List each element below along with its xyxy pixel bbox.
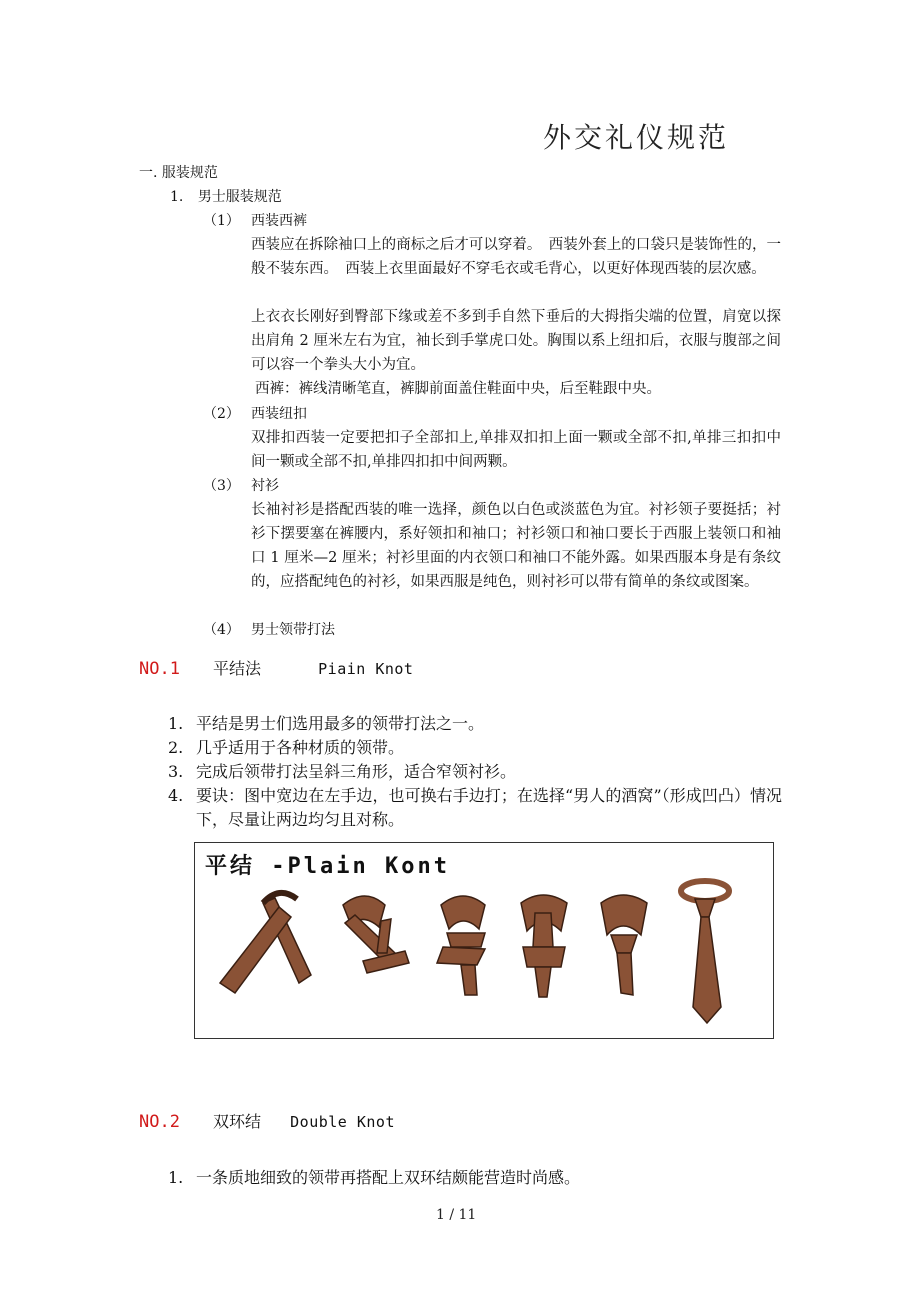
tie-step-6 <box>681 881 729 1023</box>
tie-step-2 <box>343 896 409 973</box>
section-label: 服装规范 <box>161 165 218 181</box>
item-label: 西装西裤 <box>251 213 307 229</box>
item-paragraph: 长袖衬衫是搭配西装的唯一选择，颜色以白色或淡蓝色为宜。衬衫领子要挺括；衬衫下摆要塞在裤腰内，系好领扣和袖口；衬衫领口和袖口要长于西服上装领口和袖口 1 厘米—2 厘米；衬衫里面的内衣领口和袖口不能外露。如果西服本身是有条纹的，应搭配纯色的衬衫，如果西服是纯色，则衬衫可以带有简单的条纹或图案。 <box>251 502 781 590</box>
page-title: 外交礼仪规范 <box>543 121 730 154</box>
knot2-heading <box>139 1109 395 1132</box>
section-heading <box>139 162 218 182</box>
subsection-heading <box>170 186 282 206</box>
item-paragraph: 上衣衣长刚好到臀部下缘或差不多到手自然下垂后的大拇指尖端的位置，肩宽以探出肩角 2 厘米左右为宜，袖长到手掌虎口处。胸围以系上纽扣后，衣服与腹部之间可以容一个拳头大小为宜。 <box>251 309 781 373</box>
list-item-text: 完成后领带打法呈斜三角形，适合窄领衬衫。 <box>196 762 517 781</box>
list-item-text: 要诀：图中宽边在左手边，也可换右手边打；在选择“男人的酒窝”（形成凹凸）情况下，尽量让两边均匀且对称。 <box>196 786 782 829</box>
knot2-en-name: Double Knot <box>290 1113 395 1131</box>
subsection-number: 1. <box>170 189 184 205</box>
list-item-text: 平结是男士们选用最多的领带打法之一。 <box>196 714 485 733</box>
item-number: （4） <box>203 622 240 638</box>
tie-steps-illustration <box>195 843 773 1038</box>
section-number: 一. <box>139 165 158 181</box>
plain-knot-figure <box>194 842 774 1039</box>
item-paragraph: 西裤：裤线清晰笔直，裤脚前面盖住鞋面中央，后至鞋跟中央。 <box>255 381 661 397</box>
knot1-en-name: Piain Knot <box>318 660 414 678</box>
item-paragraph: 西装应在拆除袖口上的商标之后才可以穿着。 西装外套上的口袋只是装饰性的，一般不装东西。 西装上衣里面最好不穿毛衣或毛背心，以更好体现西装的层次感。 <box>251 237 781 277</box>
item-number: （3） <box>203 478 240 494</box>
knot1-heading <box>139 656 413 679</box>
item-label: 男士领带打法 <box>251 622 335 638</box>
tie-step-4 <box>521 895 567 997</box>
knot2-cn-name: 双环结 <box>213 1112 262 1131</box>
page-number: 1 / 11 <box>436 1207 477 1223</box>
figure-title: 平结 -Plain Kont <box>205 854 450 879</box>
item-number: （1） <box>203 213 240 229</box>
list-item-text: 一条质地细致的领带再搭配上双环结颇能营造时尚感。 <box>196 1168 581 1187</box>
item-label: 西装纽扣 <box>251 406 307 422</box>
item-paragraph: 双排扣西装一定要把扣子全部扣上,单排双扣扣上面一颗或全部不扣,单排三扣扣中间一颗或全部不扣,单排四扣扣中间两颗。 <box>251 430 781 470</box>
item-number: （2） <box>203 406 240 422</box>
tie-step-1 <box>220 893 311 993</box>
knot2-number: NO.2 <box>139 1112 180 1132</box>
knot1-cn-name: 平结法 <box>213 659 262 678</box>
subsection-label: 男士服装规范 <box>197 189 282 205</box>
list-item-text: 几乎适用于各种材质的领带。 <box>196 738 405 757</box>
tie-step-3 <box>437 896 485 995</box>
tie-step-5 <box>601 895 647 995</box>
item-label: 衬衫 <box>251 478 279 494</box>
knot1-number: NO.1 <box>139 659 180 679</box>
